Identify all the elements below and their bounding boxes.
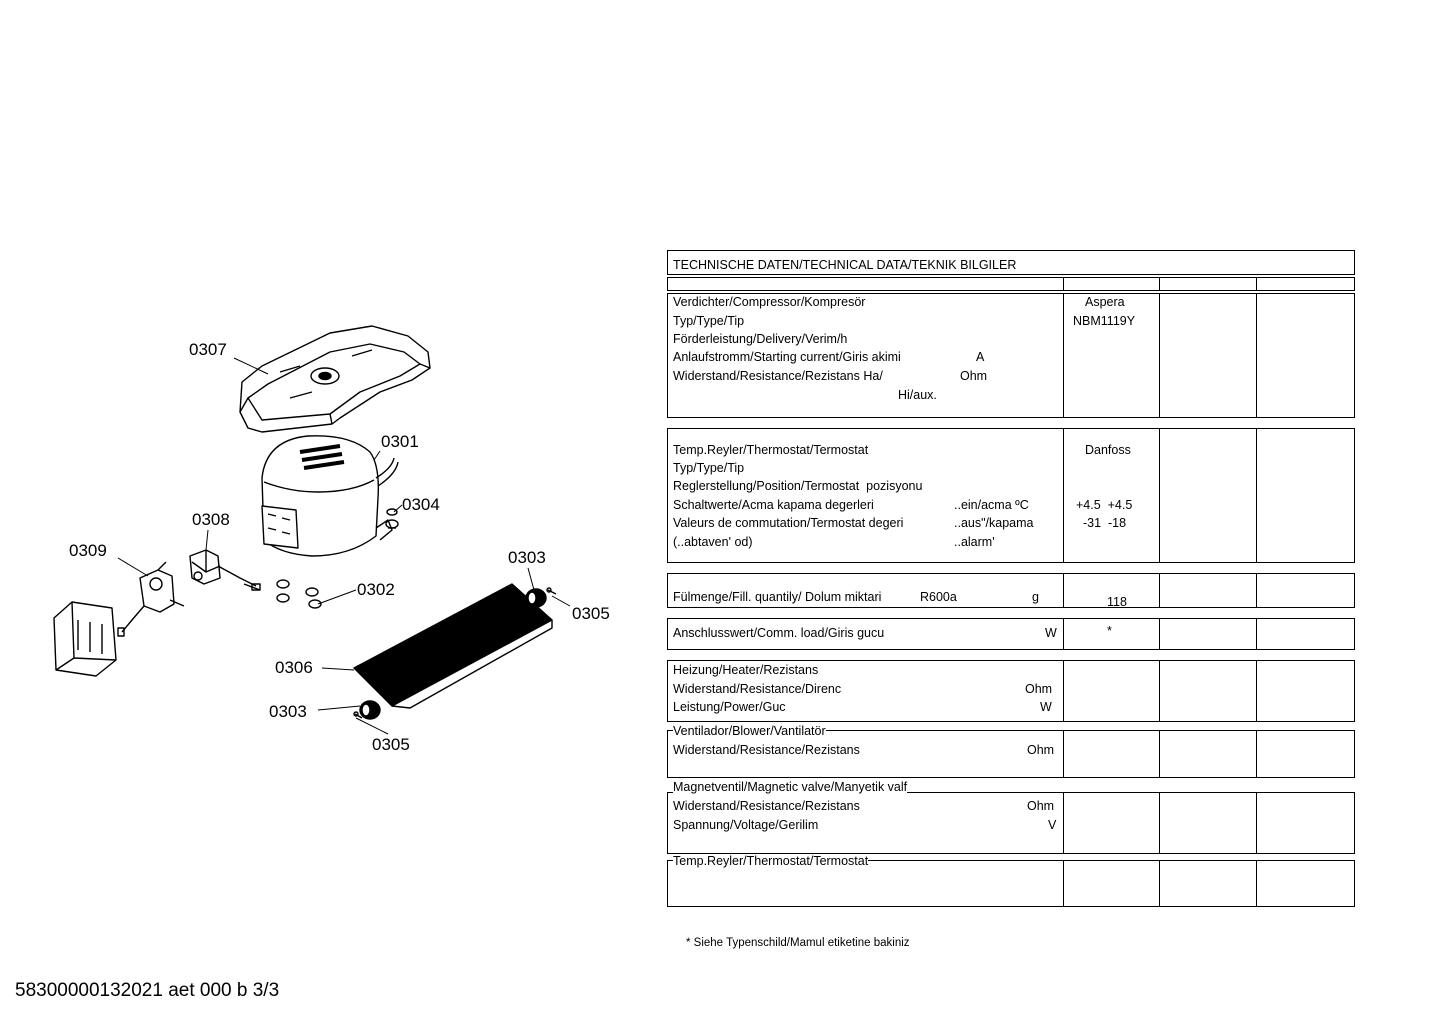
compressor-label: Verdichter/Compressor/Kompresör — [673, 295, 866, 309]
document-code: 58300000132021 aet 000 b 3/3 — [15, 980, 280, 1001]
compressor-resistance-unit: Ohm — [960, 369, 988, 383]
callout-0303-bottom: 0303 — [269, 702, 307, 721]
compressor-current-label: Anlaufstromm/Starting current/Giris akimi — [673, 350, 901, 364]
fill-refrigerant: R600a — [920, 590, 957, 604]
blower-resistance-unit: Ohm — [1027, 743, 1055, 757]
thermostat-2-label: Temp.Reyler/Thermostat/Termostat — [673, 854, 869, 868]
compressor-resistance-label: Widerstand/Resistance/Rezistans Ha/ — [673, 369, 883, 383]
compressor-brand-value: Aspera — [1085, 295, 1125, 309]
part-0303-damper-bottom — [360, 701, 380, 719]
valve-resistance-label: Widerstand/Resistance/Rezistans — [673, 799, 860, 813]
part-0308-relay — [190, 550, 260, 590]
callout-0305-top: 0305 — [572, 604, 610, 623]
comm-load-value: * — [1107, 624, 1112, 638]
callout-0307: 0307 — [189, 340, 227, 359]
part-0306-base-plate — [354, 584, 552, 708]
compressor-resistance-aux: Hi/aux. — [898, 388, 937, 402]
thermostat-switch-label: Schaltwerte/Acma kapama degerleri — [673, 498, 874, 512]
part-0305-screw-top — [547, 588, 556, 594]
part-0303-damper-top — [526, 589, 546, 607]
part-cover-box — [54, 602, 116, 676]
thermostat-position-label: Reglerstellung/Position/Termostat pozisyonu — [673, 479, 923, 493]
heater-label: Heizung/Heater/Rezistans — [673, 663, 819, 677]
valve-label: Magnetventil/Magnetic valve/Manyetik valf — [673, 780, 908, 794]
parts-drawing — [0, 0, 640, 800]
heater-resistance-label: Widerstand/Resistance/Direnc — [673, 682, 842, 696]
fill-value: 118 — [1107, 595, 1127, 609]
callout-0306: 0306 — [275, 658, 313, 677]
callout-0301: 0301 — [381, 432, 419, 451]
heater-power-unit: W — [1040, 700, 1052, 714]
callout-0305-bottom: 0305 — [372, 735, 410, 754]
thermostat-commutation-label: Valeurs de commutation/Termostat degeri — [673, 516, 904, 530]
part-0309-thermostat — [118, 562, 184, 636]
comm-load-unit: W — [1045, 626, 1057, 640]
callout-0302: 0302 — [357, 580, 395, 599]
compressor-current-unit: A — [976, 350, 985, 364]
callout-0309: 0309 — [69, 541, 107, 560]
thermostat-off-sublabel: ..aus"/kapama — [954, 516, 1034, 530]
part-0302-grommets — [277, 580, 321, 608]
heater-resistance-unit: Ohm — [1025, 682, 1053, 696]
compressor-delivery-label: Förderleistung/Delivery/Verim/h — [673, 332, 848, 346]
valve-voltage-unit: V — [1048, 818, 1057, 832]
thermostat-defrost-label: (..abtaven' od) — [673, 535, 753, 549]
table-title: TECHNISCHE DATEN/TECHNICAL DATA/TEKNIK BILGILER — [673, 258, 1017, 272]
fill-quantity-label: Fülmenge/Fill. quantily/ Dolum miktari — [673, 590, 882, 604]
comm-load-label: Anschlusswert/Comm. load/Giris gucu — [673, 626, 885, 640]
fill-unit: g — [1032, 590, 1039, 604]
thermostat-on-value: +4.5 +4.5 — [1076, 498, 1133, 512]
thermostat-on-sublabel: ..ein/acma ºC — [954, 498, 1029, 512]
callout-0308: 0308 — [192, 510, 230, 529]
blower-resistance-label: Widerstand/Resistance/Rezistans — [673, 743, 860, 757]
heater-power-label: Leistung/Power/Guc — [673, 700, 786, 714]
thermostat-label: Temp.Reyler/Thermostat/Termostat — [673, 443, 869, 457]
callout-0304: 0304 — [402, 495, 440, 514]
thermostat-type-label: Typ/Type/Tip — [673, 461, 745, 475]
part-0304-grommets — [386, 509, 398, 528]
part-0307-cover — [240, 326, 430, 432]
compressor-type-value: NBM1119Y — [1073, 314, 1136, 328]
valve-resistance-unit: Ohm — [1027, 799, 1055, 813]
footnote: * Siehe Typenschild/Mamul etiketine bakiniz — [686, 937, 910, 949]
valve-voltage-label: Spannung/Voltage/Gerilim — [673, 818, 819, 832]
compressor-type-label: Typ/Type/Tip — [673, 314, 745, 328]
blower-label: Ventilador/Blower/Vantilatör — [673, 724, 826, 738]
thermostat-alarm-sublabel: ..alarm' — [954, 535, 995, 549]
callout-0303-top: 0303 — [508, 548, 546, 567]
thermostat-off-value: -31 -18 — [1083, 516, 1127, 530]
thermostat-brand-value: Danfoss — [1085, 443, 1131, 457]
table-column-header-row — [667, 277, 1355, 291]
